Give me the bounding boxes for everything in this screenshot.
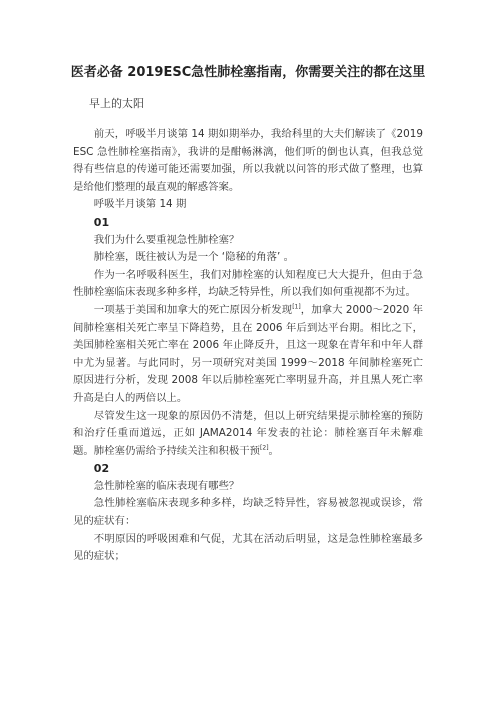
section1-question: 我们为什么要重视急性肺栓塞？ (93, 233, 240, 246)
section2-paragraph-1: 急性肺栓塞临床表现多种多样，均缺乏特异性，容易被忽视或误诊，常见的症状有： (73, 497, 423, 528)
reference-2: [2] (260, 444, 269, 452)
intro-paragraph: 前天，呼吸半月谈第 14 期如期举办，我给科里的大夫们解读了《2019ESC 急性肺栓塞指南》，我讲的是酣畅淋漓，他们听的倒也认真，但我总觉得有些信息的传递可能还需要加强，所以我就以问答的形式做了整理，也算是给他们整理的最直观的解惑答案。 (73, 128, 423, 193)
section2-question: 急性肺栓塞的临床表现有哪些？ (93, 479, 240, 492)
article-author: 早上的太阳 (89, 97, 144, 110)
section2-paragraph-2: 不明原因的呼吸困难和气促，尤其在活动后明显，这是急性肺栓塞最多见的症状； (73, 532, 423, 563)
section-number-02: 02 (93, 462, 110, 476)
article-title: 医者必备 2019ESC急性肺栓塞指南，你需要关注的都在这里 (70, 65, 426, 80)
section1-p3-text-b: ，加拿大 2000～2020 年间肺栓塞相关死亡率呈下降趋势，且在 2006 年后到达平台期。相比之下，美国肺栓塞相关死亡率在 2006 年止降反升，且这一现象在青年和中年人群中尤为显著。与此同时，另一项研究对美国 1999～2018 年间肺栓塞死亡原因进行分析，发现 2008 年以后肺栓塞死亡率明显升高，并且黑人死亡率升高是白人的两倍以上。 (73, 303, 424, 404)
section1-p3-text-a: 一项基于美国和加拿大的死亡原因分析发现 (93, 303, 293, 316)
section-number-01: 01 (93, 215, 110, 229)
section1-p4-text-a: 尽管发生这一现象的原因仍不清楚，但以上研究结果提示肺栓塞的预防和治疗任重而道远，正如 JAMA2014 年发表的社论：肺栓塞百年未解难题。肺栓塞仍需给予持续关注和积极干预 (73, 409, 423, 457)
section1-paragraph-4 (73, 408, 423, 461)
section1-paragraph-2: 作为一名呼吸科医生，我们对肺栓塞的认知程度已大大提升，但由于急性肺栓塞临床表现多种多样，均缺乏特异性，所以我们如何重视都不为过。 (73, 268, 423, 299)
event-line: 呼吸半月谈第 14 期 (93, 198, 187, 211)
reference-1: [1] (292, 303, 301, 311)
section1-p4-text-b: 。 (268, 444, 279, 457)
section1-paragraph-3 (73, 302, 423, 408)
section1-paragraph-1: 肺栓塞，既往被认为是一个 ‘隐秘的角落’ 。 (93, 251, 295, 264)
